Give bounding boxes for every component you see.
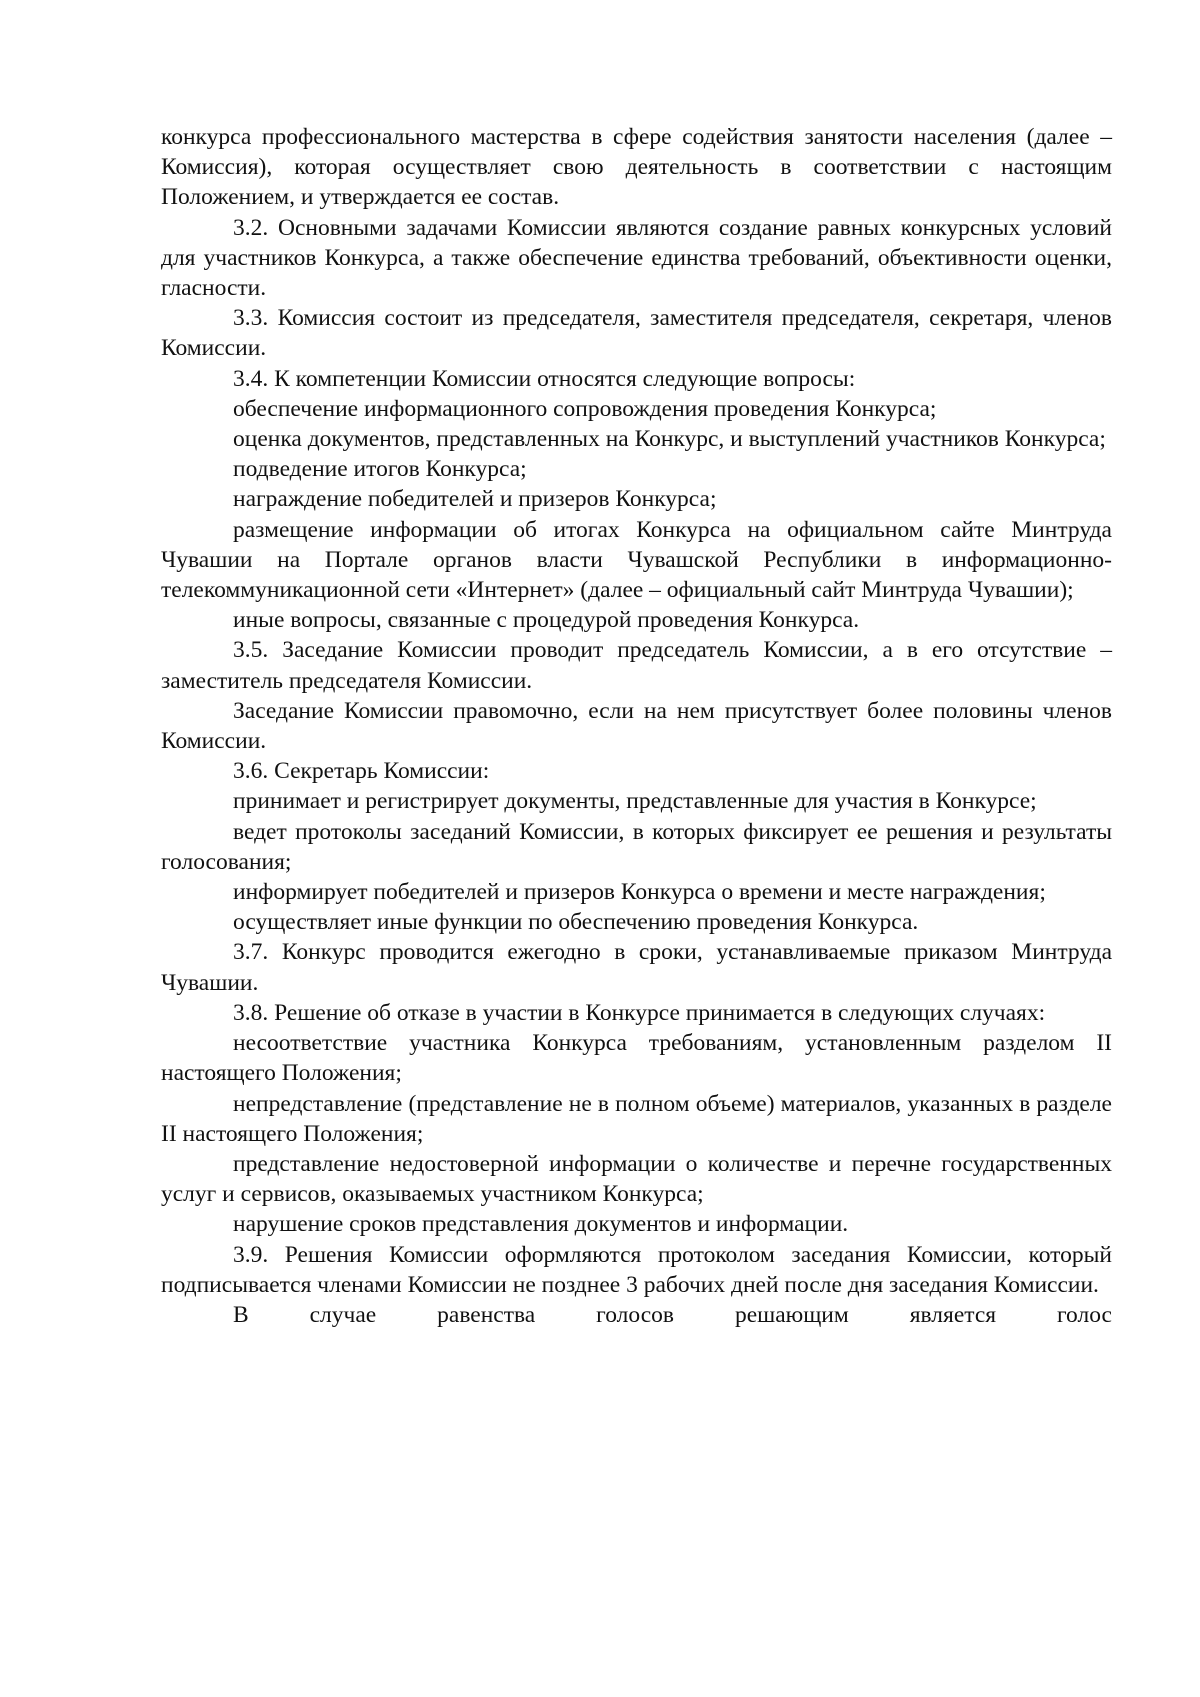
- paragraph: 3.9. Решения Комиссии оформляются протоколом заседания Комиссии, который подписывается членами Комиссии не позднее 3 рабочих дней после дня заседания Комиссии.: [161, 1241, 1112, 1298]
- paragraph: 3.5. Заседание Комиссии проводит председатель Комиссии, а в его отсутствие – заместитель председателя Комиссии.: [161, 637, 1112, 694]
- paragraph: представление недостоверной информации о количестве и перечне государственных услуг и сервисов, оказываемых участником Конкурса;: [161, 1150, 1112, 1208]
- document-body: [161, 122, 1112, 1330]
- paragraph: подведение итогов Конкурса;: [233, 456, 527, 483]
- paragraph: обеспечение информационного сопровождения проведения Конкурса;: [233, 395, 937, 422]
- paragraph: награждение победителей и призеров Конкурса;: [233, 486, 717, 513]
- paragraph: 3.2. Основными задачами Комиссии являются создание равных конкурсных условий для участников Конкурса, а также обеспечение единства требований, объективности оценки, гласности.: [161, 214, 1112, 302]
- paragraph: 3.6. Секретарь Комиссии:: [233, 758, 490, 785]
- paragraph: конкурса профессионального мастерства в сфере содействия занятости населения (далее – Комиссия), которая осуществляет свою деятельность в соответствии с настоящим Положением, и утверждается ее состав.: [161, 124, 1112, 211]
- paragraph: 3.3. Комиссия состоит из председателя, заместителя председателя, секретаря, членов Комиссии.: [161, 305, 1112, 362]
- paragraph: Заседание Комиссии правомочно, если на нем присутствует более половины членов Комиссии.: [161, 697, 1112, 755]
- paragraph: информирует победителей и призеров Конкурса о времени и месте награждения;: [233, 879, 1046, 906]
- paragraph: принимает и регистрирует документы, представленные для участия в Конкурсе;: [233, 788, 1037, 815]
- paragraph: оценка документов, представленных на Конкурс, и выступлений участников Конкурса;: [233, 426, 1106, 453]
- paragraph: осуществляет иные функции по обеспечению проведения Конкурса.: [233, 909, 919, 936]
- paragraph: несоответствие участника Конкурса требованиям, установленным разделом II настоящего Положения;: [161, 1030, 1112, 1087]
- paragraph: 3.7. Конкурс проводится ежегодно в сроки, устанавливаемые приказом Минтруда Чувашии.: [161, 939, 1112, 996]
- paragraph: нарушение сроков представления документов и информации.: [233, 1211, 849, 1238]
- paragraph: иные вопросы, связанные с процедурой проведения Конкурса.: [233, 607, 860, 634]
- paragraph: непредставление (представление не в полном объеме) материалов, указанных в разделе II настоящего Положения;: [161, 1090, 1112, 1147]
- paragraph: размещение информации об итогах Конкурса на официальном сайте Минтруда Чувашии на Портале органов власти Чувашской Республики в информационно-телекоммуникационной сети «Интернет» (далее – официальный сайт Минтруда Чувашии);: [161, 516, 1112, 604]
- paragraph: В случае равенства голосов решающим является голос: [233, 1301, 1112, 1328]
- paragraph: 3.4. К компетенции Комиссии относятся следующие вопросы:: [233, 365, 856, 392]
- paragraph: 3.8. Решение об отказе в участии в Конкурсе принимается в следующих случаях:: [233, 999, 1046, 1026]
- paragraph: ведет протоколы заседаний Комиссии, в которых фиксирует ее решения и результаты голосования;: [161, 818, 1112, 875]
